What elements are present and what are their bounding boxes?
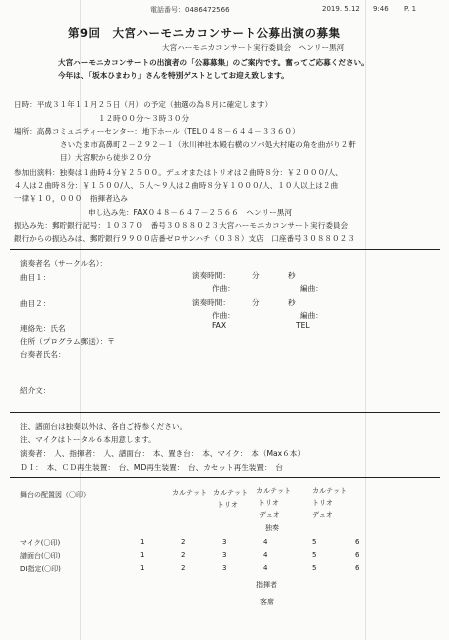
contact-tel: TEL (296, 321, 310, 330)
col-header: カルテット (312, 487, 347, 495)
venue-line: 目）大宮駅から徒歩２０分 (60, 153, 152, 162)
venue-line: さいたま市高鼻町２－２９２－１（氷川神社本殿右横のソバ処大村庵の角を曲がり２軒 (60, 140, 356, 149)
song2-arranger: 編曲： (300, 311, 323, 320)
song2-time-label: 演奏時間： (192, 298, 230, 307)
fax-date: 2019. 5.12 (322, 5, 360, 13)
organizer: 大宮ハーモニカコンサート実行委員会 ヘンリー黒河 (162, 43, 345, 52)
audience-label: 客席 (260, 598, 274, 606)
intro-line: 大宮ハーモニカコンサートの出演者の「公募募集」のご案内です。奮ってご応募ください。 (58, 58, 369, 67)
col-header: 独奏 (265, 524, 279, 532)
col-header: トリオ (217, 501, 238, 509)
di-num: 2 (181, 564, 186, 572)
conductor-label: 指揮者 (256, 581, 277, 589)
song2-label: 曲目２： (20, 299, 51, 308)
mic-num: 4 (263, 538, 268, 546)
transfer-line: 振込み先：郵貯銀行記号：１０３７０ 番号３０８８０２３大宮ハーモニカコンサート実行委員会 (14, 221, 349, 230)
song2-composer: 作曲： (212, 311, 235, 320)
stage-layout-title: 舞台の配置図（〇印） (20, 491, 90, 499)
performer-label: 演奏者名（サークル名）： (20, 259, 108, 268)
fax-page: P. 1 (404, 5, 417, 13)
date-line: 日時：平成３１年１１月２５日（月）の予定（抽選の為８月に確定します） (14, 100, 273, 109)
song1-label: 曲目１： (20, 273, 51, 282)
section-divider (10, 249, 440, 250)
row-label-mic: マイク(〇印) (20, 539, 61, 547)
intro-line: 今年は、「坂本ひまわり」さんを特別ゲストとしてお迎え致します。 (58, 71, 289, 80)
row-label-stand: 譜面台(〇印) (20, 552, 61, 560)
mic-num: 1 (140, 538, 145, 546)
di-line: ＤＩ： 本、ＣＤ再生装置： 台、MD再生装置： 台、カセット再生装置： 台 (20, 463, 283, 472)
row-label-di: DI指定(〇印) (20, 565, 61, 573)
contact-fax: FAX (212, 321, 227, 330)
col-header: トリオ (312, 499, 333, 507)
intro-text-label: 紹介文： (20, 386, 51, 395)
stand-num: 5 (312, 551, 317, 559)
section-divider (10, 477, 440, 478)
song2-min: 分 (252, 298, 260, 307)
di-num: 6 (355, 564, 360, 572)
stage-names-label: 台奏者氏名： (20, 350, 66, 359)
apply-line: 申し込み先：FAX０４８－６４７－２５６６ ヘンリー黒河 (88, 208, 292, 217)
col-header: デュオ (312, 511, 333, 519)
scan-line (80, 0, 81, 640)
bank-line: 銀行からの振込みは、郵貯銀行９９００店番ゼロサンハチ（０３８）支店 口座番号３０８８０２３ (14, 234, 355, 243)
scan-line (365, 0, 366, 640)
fee-line: 一律￥１０，０００ 指揮者込み (14, 194, 128, 203)
song1-sec: 秒 (288, 271, 296, 280)
page-title: 第9回 大宮ハーモニカコンサート公募出演の募集 (68, 26, 341, 40)
fax-phone: 電話番号：0486472566 (150, 6, 230, 14)
time-line: １２時００分～３時３０分 (98, 114, 190, 123)
address-label: 住所（プログラム郵送）：〒 (20, 337, 115, 346)
players-line: 演奏者： 人、指揮者： 人、譜面台： 本、置き台： 本、マイク： 本（Max６本） (20, 449, 305, 458)
section-divider (10, 412, 440, 413)
song1-time-label: 演奏時間： (192, 271, 230, 280)
mic-num: 2 (181, 538, 186, 546)
fax-time: 9:46 (373, 5, 389, 13)
di-num: 4 (263, 564, 268, 572)
song1-min: 分 (252, 271, 260, 280)
di-num: 3 (222, 564, 227, 572)
stand-num: 1 (140, 551, 145, 559)
song1-arranger: 編曲： (300, 284, 323, 293)
song1-composer: 作曲： (212, 284, 235, 293)
note-line: 注、譜面台は独奏以外は、各自ご持参ください。 (20, 422, 188, 431)
contact-label: 連絡先：氏名 (20, 324, 66, 333)
col-header: デュオ (259, 511, 280, 519)
col-header: カルテット (213, 489, 248, 497)
stand-num: 4 (263, 551, 268, 559)
col-header: トリオ (258, 499, 279, 507)
stand-num: 2 (181, 551, 186, 559)
stand-num: 6 (355, 551, 360, 559)
di-num: 5 (312, 564, 317, 572)
song2-sec: 秒 (288, 298, 296, 307)
stand-num: 3 (222, 551, 227, 559)
mic-num: 6 (355, 538, 360, 546)
mic-num: 5 (312, 538, 317, 546)
venue-line: 場所：高鼻コミュニティーセンター：地下ホール（TEL０４８－６４４－３３６０） (14, 127, 300, 136)
di-num: 1 (140, 564, 145, 572)
fee-line: 参加出演料：独奏は１曲時４分￥２５００。デュオまたはトリオは２曲時８分：￥２０００/人、 (14, 168, 343, 177)
col-header: カルテット (172, 489, 207, 497)
fee-line: ４人は２曲時８分：￥１５００/人、５人～９人は２曲時８分￥１０００/人、１０人以上は２曲 (14, 181, 339, 190)
col-header: カルテット (256, 487, 291, 495)
mic-num: 3 (222, 538, 227, 546)
note-line: 注、マイクはトータル６本用意します。 (20, 435, 156, 444)
